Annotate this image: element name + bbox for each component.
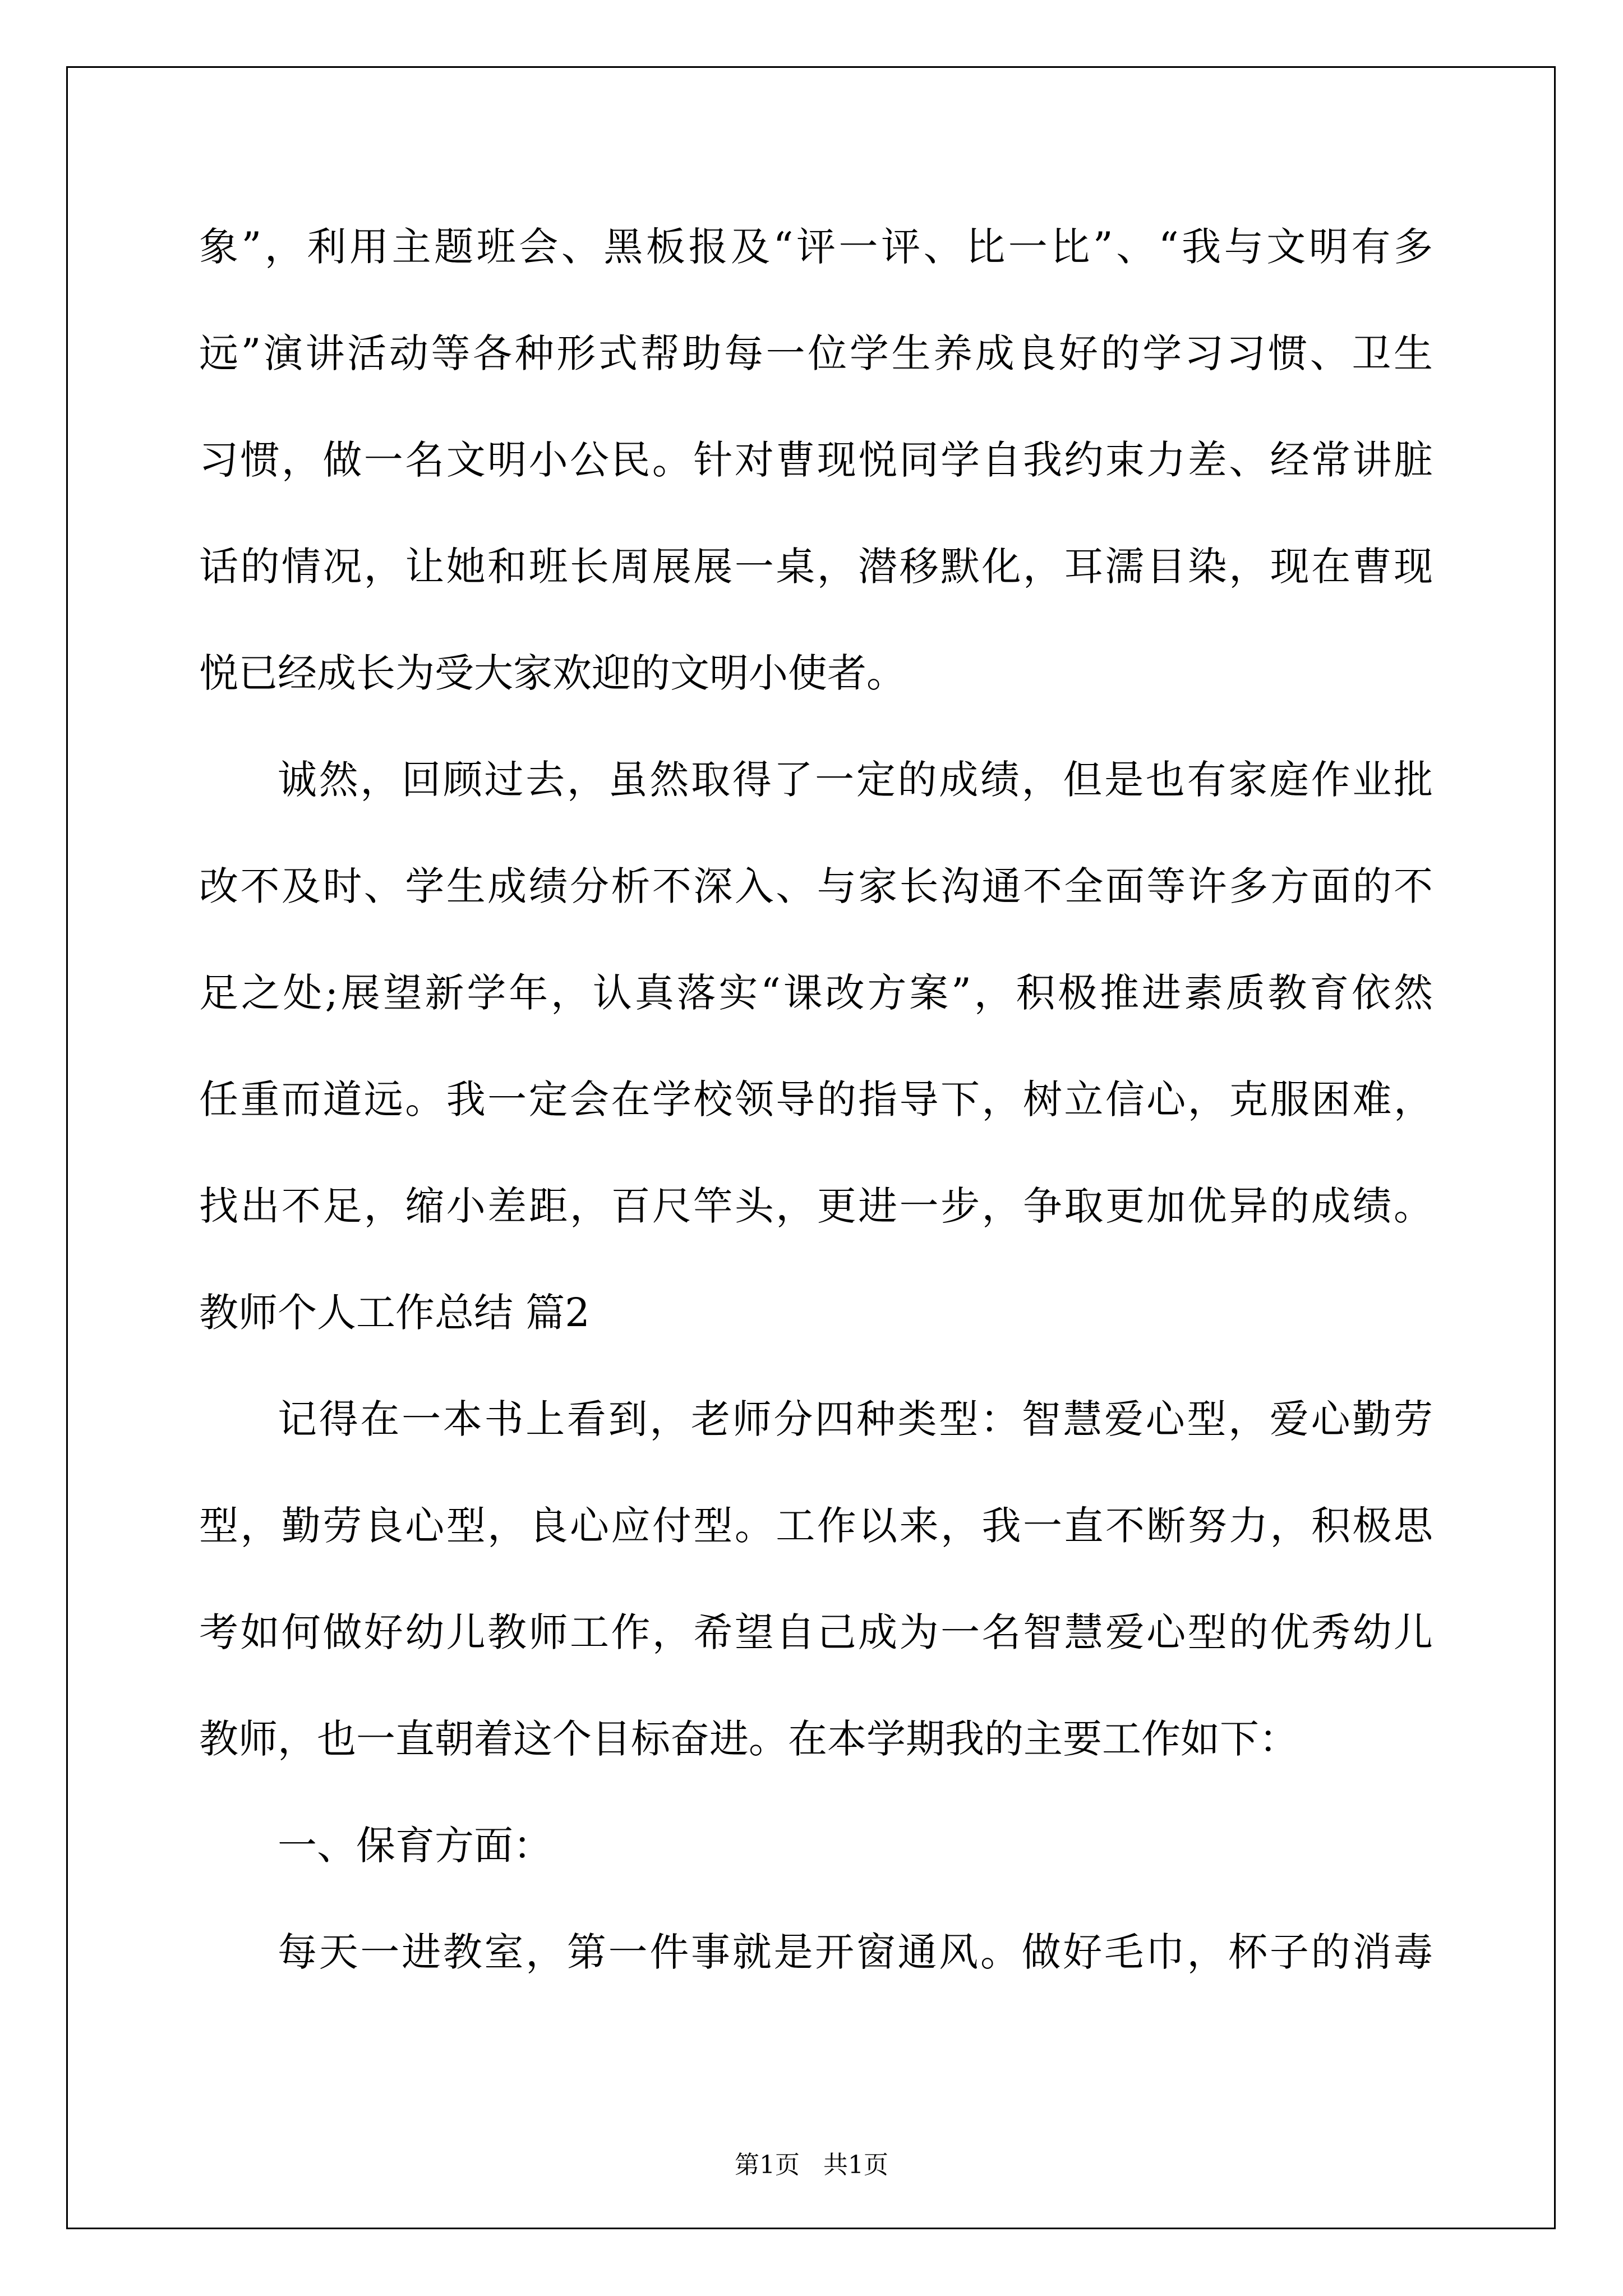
paragraph-line: 考如何做好幼儿教师工作，希望自己成为一名智慧爱心型的优秀幼儿	[199, 1609, 1433, 1655]
paragraph-line: 每天一进教室，第一件事就是开窗通风。做好毛巾，杯子的消毒	[278, 1929, 1433, 1975]
paragraph-line: 悦已经成长为受大家欢迎的文明小使者。	[199, 650, 906, 696]
paragraph-line: 远”演讲活动等各种形式帮助每一位学生养成良好的学习习惯、卫生	[199, 330, 1433, 376]
paragraph-line: 足之处;展望新学年，认真落实“课改方案”，积极推进素质教育依然	[199, 970, 1433, 1016]
paragraph-line: 任重而道远。我一定会在学校领导的指导下，树立信心，克服困难，	[199, 1076, 1433, 1122]
paragraph-line: 习惯，做一名文明小公民。针对曹现悦同学自我约束力差、经常讲脏	[199, 437, 1433, 483]
paragraph-line: 象”，利用主题班会、黑板报及“评一评、比一比”、“我与文明有多	[199, 224, 1433, 270]
section-heading: 教师个人工作总结 篇2	[199, 1290, 590, 1336]
paragraph-line: 教师，也一直朝着这个目标奋进。在本学期我的主要工作如下：	[199, 1716, 1298, 1762]
paragraph-line: 找出不足，缩小差距，百尺竿头，更进一步，争取更加优异的成绩。	[199, 1183, 1433, 1229]
page-number-footer: 第1页 共1页	[735, 2151, 888, 2179]
paragraph-line: 诚然，回顾过去，虽然取得了一定的成绩，但是也有家庭作业批	[278, 757, 1433, 803]
paragraph-line: 记得在一本书上看到，老师分四种类型：智慧爱心型，爱心勤劳	[278, 1396, 1433, 1442]
paragraph-line: 改不及时、学生成绩分析不深入、与家长沟通不全面等许多方面的不	[199, 863, 1433, 909]
paragraph-line: 型，勤劳良心型，良心应付型。工作以来，我一直不断努力，积极思	[199, 1503, 1433, 1549]
subsection-heading: 一、保育方面：	[278, 1823, 552, 1869]
paragraph-line: 话的情况，让她和班长周展展一桌，潜移默化，耳濡目染，现在曹现	[199, 544, 1433, 590]
page-border	[66, 66, 1556, 2229]
